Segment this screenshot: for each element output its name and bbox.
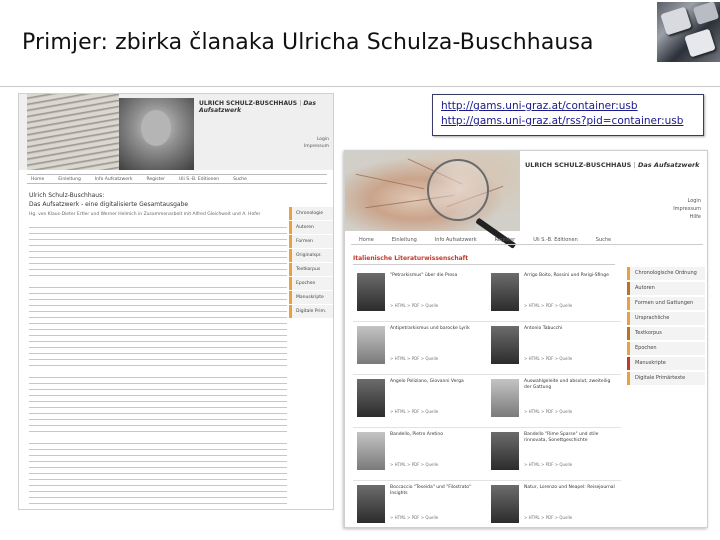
sidebar-item[interactable]: Chronologie — [289, 207, 334, 220]
main-nav — [27, 174, 327, 184]
nav-info[interactable]: Info Aufsatzwerk — [94, 176, 133, 182]
sidebar-item[interactable]: Formen — [289, 235, 334, 248]
body-text-block — [29, 227, 287, 507]
url-box — [432, 94, 704, 136]
article-item[interactable] — [353, 375, 487, 427]
article-title[interactable]: Boccaccio "Teseida" und "Filostrato" Insights — [390, 485, 472, 496]
article-formats[interactable]: > HTML > PDF > Quelle — [524, 303, 573, 308]
screenshot-homepage — [18, 93, 334, 510]
article-item[interactable] — [487, 481, 621, 528]
article-item[interactable] — [353, 428, 487, 480]
article-thumbnail — [491, 432, 519, 470]
sidebar-item[interactable]: Manuskripte — [289, 291, 334, 304]
article-formats[interactable]: > HTML > PDF > Quelle — [524, 356, 573, 361]
sidebar-menu — [289, 207, 334, 319]
article-row — [353, 269, 621, 322]
title-divider — [0, 86, 720, 87]
nav-einleitung[interactable]: Einleitung — [58, 176, 81, 182]
sidebar-item-ursprachliche[interactable]: Ursprachliche — [627, 312, 705, 325]
article-row — [353, 428, 621, 481]
sidebar-item-manuskripte[interactable]: Manuskripte — [627, 357, 705, 370]
rss-link[interactable]: http://gams.uni-graz.at/rss?pid=container:usb — [441, 115, 684, 127]
login-links[interactable]: Login Impressum — [303, 137, 329, 149]
magnifier-icon — [427, 159, 489, 221]
keyboard-keys-icon — [657, 2, 720, 62]
section-divider — [353, 264, 615, 265]
sidebar-item[interactable]: Autoren — [289, 221, 334, 234]
article-item[interactable] — [487, 375, 621, 427]
sidebar-item[interactable]: Digitale Prim. — [289, 305, 334, 318]
article-title[interactable]: "Petrarkismus" über die Prosa — [390, 273, 458, 278]
article-title[interactable]: Antonio Tabucchi — [524, 326, 563, 331]
section-title: Italienische Literaturwissenschaft — [353, 255, 469, 262]
article-title[interactable]: Bandello, Pietro Aretino — [390, 432, 443, 437]
site-header — [19, 94, 334, 170]
sidebar-item-formen[interactable]: Formen und Gattungen — [627, 297, 705, 310]
manuscript-image — [27, 94, 119, 170]
article-formats[interactable]: > HTML > PDF > Quelle — [524, 462, 573, 467]
sidebar-item-textkorpus[interactable]: Textkorpus — [627, 327, 705, 340]
article-row — [353, 322, 621, 375]
login-links[interactable]: Login Impressum Hilfe — [673, 198, 701, 220]
slide-title: Primjer: zbirka članaka Ulricha Schulza-Buschhausa — [22, 30, 594, 55]
article-title[interactable]: Auswahlgeleite und absolut, zweiteilig der Gattung — [524, 379, 611, 390]
article-formats[interactable]: > HTML > PDF > Quelle — [390, 356, 439, 361]
sidebar-item-chronologie[interactable]: Chronologische Ordnung — [627, 267, 705, 280]
article-thumbnail — [357, 485, 385, 523]
sidebar-menu — [627, 267, 705, 387]
sidebar-item-digitale[interactable]: Digitale Primärtexte — [627, 372, 705, 385]
article-item[interactable] — [487, 428, 621, 480]
article-formats[interactable]: > HTML > PDF > Quelle — [524, 515, 573, 520]
article-thumbnail — [491, 379, 519, 417]
nav-home[interactable]: Home — [31, 176, 45, 182]
sidebar-item-epochen[interactable]: Epochen — [627, 342, 705, 355]
article-formats[interactable]: > HTML > PDF > Quelle — [390, 303, 439, 308]
article-row — [353, 375, 621, 428]
article-thumbnail — [491, 326, 519, 364]
nav-editionen[interactable]: Uli S.-B. Editionen — [533, 236, 578, 243]
article-item[interactable] — [353, 322, 487, 374]
nav-editionen[interactable]: Uli S.-B. Editionen — [178, 176, 220, 182]
article-item[interactable] — [353, 269, 487, 321]
nav-suche[interactable]: Suche — [595, 236, 612, 243]
intro-heading: Ulrich Schulz-Buschhaus: Das Aufsatzwerk - eine digitalisierte Gesamtausgabe — [29, 192, 189, 208]
nav-register[interactable]: Register — [146, 176, 165, 182]
article-row — [353, 481, 621, 528]
container-link[interactable]: http://gams.uni-graz.at/container:usb — [441, 100, 638, 112]
article-title[interactable]: Arrigo Boito, Rossini und Parigi-Sfinge — [524, 273, 609, 278]
nav-register[interactable]: Register — [494, 236, 516, 243]
article-formats[interactable]: > HTML > PDF > Quelle — [390, 409, 439, 414]
article-title[interactable]: Natur, Lorenzo und Neapel: Reisejournal — [524, 485, 615, 490]
main-nav — [351, 235, 703, 245]
sidebar-item-autoren[interactable]: Autoren — [627, 282, 705, 295]
site-title: ULRICH SCHULZ-BUSCHHAUS | Das Aufsatzwerk — [199, 100, 316, 114]
article-formats[interactable]: > HTML > PDF > Quelle — [390, 515, 439, 520]
article-thumbnail — [357, 273, 385, 311]
editors-credit: Hg. von Klaus-Dieter Ertler und Werner Helmich in Zusammenarbeit mit Alfred Gleichweit und A. Hofer — [29, 212, 261, 217]
nav-einleitung[interactable]: Einleitung — [391, 236, 417, 243]
article-thumbnail — [357, 432, 385, 470]
article-title[interactable]: Antipetrarkismus und barocke Lyrik — [390, 326, 470, 331]
article-formats[interactable]: > HTML > PDF > Quelle — [390, 462, 439, 467]
screenshot-collection-page — [344, 150, 708, 528]
article-item[interactable] — [487, 269, 621, 321]
article-title[interactable]: Angelo Poliziano, Giovanni Verga — [390, 379, 464, 384]
nav-info[interactable]: Info Aufsatzwerk — [434, 236, 477, 243]
article-grid — [353, 269, 621, 528]
article-item[interactable] — [487, 322, 621, 374]
author-photo — [119, 98, 194, 170]
article-formats[interactable]: > HTML > PDF > Quelle — [524, 409, 573, 414]
article-thumbnail — [491, 485, 519, 523]
article-item[interactable] — [353, 481, 487, 528]
sidebar-item[interactable]: Textkorpus — [289, 263, 334, 276]
article-thumbnail — [357, 379, 385, 417]
article-title[interactable]: Bandello "Rime Sparse" und stile rinnovata, Sonettgeschichte — [524, 432, 599, 443]
article-thumbnail — [491, 273, 519, 311]
site-title: ULRICH SCHULZ-BUSCHHAUS | Das Aufsatzwerk — [525, 161, 700, 169]
sidebar-item[interactable]: Originalspr. — [289, 249, 334, 262]
sidebar-item[interactable]: Epochen — [289, 277, 334, 290]
nav-home[interactable]: Home — [359, 236, 374, 243]
nav-suche[interactable]: Suche — [233, 176, 247, 182]
article-thumbnail — [357, 326, 385, 364]
